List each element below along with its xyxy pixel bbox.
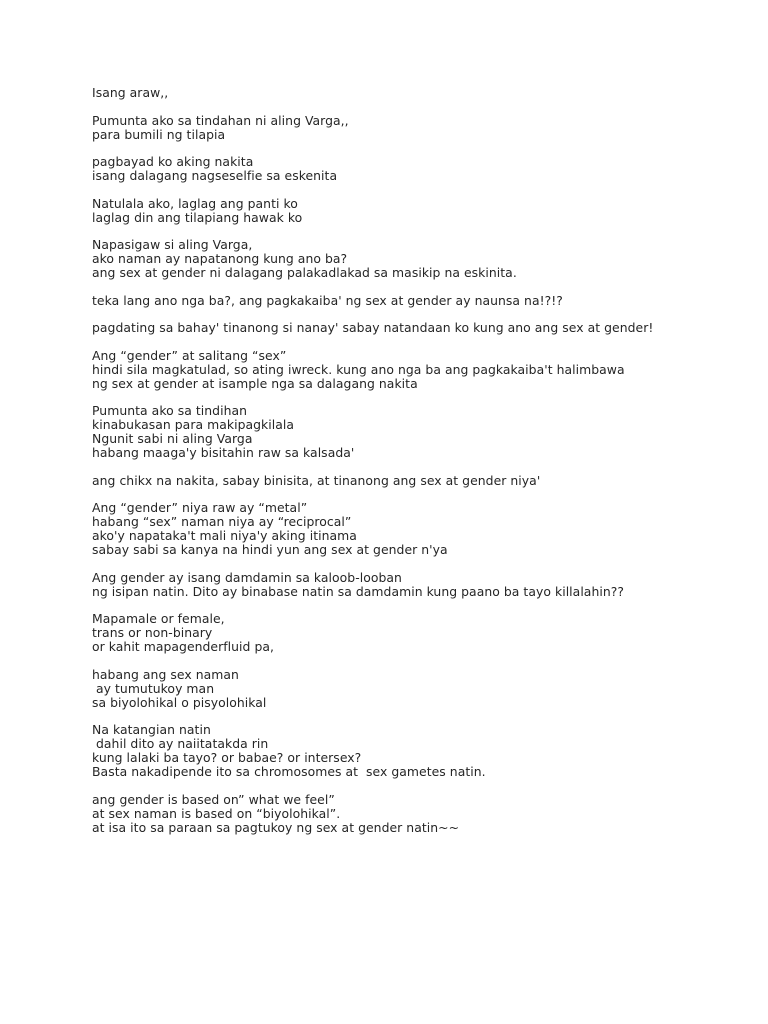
poem-line: kung lalaki ba tayo? or babae? or intersex? bbox=[92, 750, 362, 765]
poem-line: ng isipan natin. Dito ay binabase natin sa damdamin kung paano ba tayo killalahin?? bbox=[92, 583, 625, 599]
poem-line: ay tumutukoy man bbox=[92, 680, 215, 696]
poem-line: pagdating sa bahay' tinanong si nanay' sabay natandaan ko kung ano ang sex at gender! bbox=[92, 320, 654, 335]
poem-line: habang maaga'y bisitahin raw sa kalsada' bbox=[92, 445, 355, 460]
poem-line: Ang “gender” at salitang “sex” bbox=[92, 347, 287, 363]
poem-line: laglag din ang tilapiang hawak ko bbox=[92, 209, 303, 225]
poem-stanza bbox=[92, 723, 732, 779]
poem-line: Mapamale or female, bbox=[92, 611, 225, 626]
poem-line: ako naman ay napatanong kung ano ba? bbox=[92, 251, 348, 266]
poem-line: pagbayad ko aking nakita bbox=[92, 154, 254, 169]
poem-stanza bbox=[92, 238, 732, 280]
poem-line: Ang “gender” niya raw ay “metal” bbox=[92, 500, 308, 515]
poem-line: para bumili ng tilapia bbox=[92, 126, 226, 142]
poem-stanza bbox=[92, 197, 732, 225]
poem-line: teka lang ano nga ba?, ang pagkakaiba' ng sex at gender ay naunsa na!?!? bbox=[92, 292, 563, 308]
poem-line: Pumunta ako sa tindihan bbox=[92, 403, 248, 418]
poem-line: Na katangian natin bbox=[92, 722, 211, 737]
poem-line: ang gender is based on” what we feel” bbox=[92, 791, 335, 807]
poem-line: ang sex at gender ni dalagang palakadlakad sa masikip na eskinita. bbox=[92, 265, 517, 280]
poem-line: sa biyolohikal o pisyolohikal bbox=[92, 694, 267, 710]
poem-body bbox=[92, 86, 732, 848]
poem-line: Ngunit sabi ni aling Varga bbox=[92, 431, 253, 446]
poem-line: ako'y napataka't mali niya'y aking itinama bbox=[92, 528, 357, 543]
poem-line: Natulala ako, laglag ang panti ko bbox=[92, 195, 298, 211]
poem-line: Isang araw,, bbox=[92, 85, 169, 100]
poem-stanza bbox=[92, 474, 732, 488]
poem-stanza bbox=[92, 501, 732, 557]
poem-stanza bbox=[92, 155, 732, 183]
poem-stanza bbox=[92, 612, 732, 654]
poem-stanza bbox=[92, 668, 732, 710]
poem-stanza bbox=[92, 114, 732, 142]
poem-stanza bbox=[92, 321, 732, 335]
poem-stanza bbox=[92, 793, 732, 835]
poem-line: at sex naman is based on “biyolohikal”. bbox=[92, 805, 341, 821]
poem-line: Basta nakadipende ito sa chromosomes at sex gametes natin. bbox=[92, 764, 486, 779]
poem-line: habang ang sex naman bbox=[92, 666, 239, 682]
poem-line: Ang gender ay isang damdamin sa kaloob-looban bbox=[92, 569, 402, 585]
poem-stanza bbox=[92, 86, 732, 100]
poem-line: hindi sila magkatulad, so ating iwreck. kung ano nga ba ang pagkakaiba't halimbawa bbox=[92, 361, 625, 377]
poem-line: or kahit mapagenderfluid pa, bbox=[92, 639, 275, 654]
poem-line: Napasigaw si aling Varga, bbox=[92, 237, 253, 252]
poem-line: kinabukasan para makipagkilala bbox=[92, 417, 295, 432]
poem-line: ang chikx na nakita, sabay binisita, at tinanong ang sex at gender niya' bbox=[92, 472, 541, 488]
poem-line: at isa ito sa paraan sa pagtukoy ng sex at gender natin~~ bbox=[92, 819, 460, 835]
poem-stanza bbox=[92, 349, 732, 391]
poem-line: trans or non-binary bbox=[92, 625, 213, 640]
poem-stanza bbox=[92, 571, 732, 599]
poem-line: habang “sex” naman niya ay “reciprocal” bbox=[92, 514, 352, 529]
poem-stanza bbox=[92, 404, 732, 460]
poem-line: ng sex at gender at isample nga sa dalagang nakita bbox=[92, 375, 418, 391]
poem-line: dahil dito ay naiitatakda rin bbox=[92, 736, 269, 751]
poem-stanza bbox=[92, 294, 732, 308]
poem-line: isang dalagang nagseselfie sa eskenita bbox=[92, 168, 338, 183]
poem-line: sabay sabi sa kanya na hindi yun ang sex at gender n'ya bbox=[92, 542, 448, 557]
poem-line: Pumunta ako sa tindahan ni aling Varga,, bbox=[92, 112, 349, 128]
